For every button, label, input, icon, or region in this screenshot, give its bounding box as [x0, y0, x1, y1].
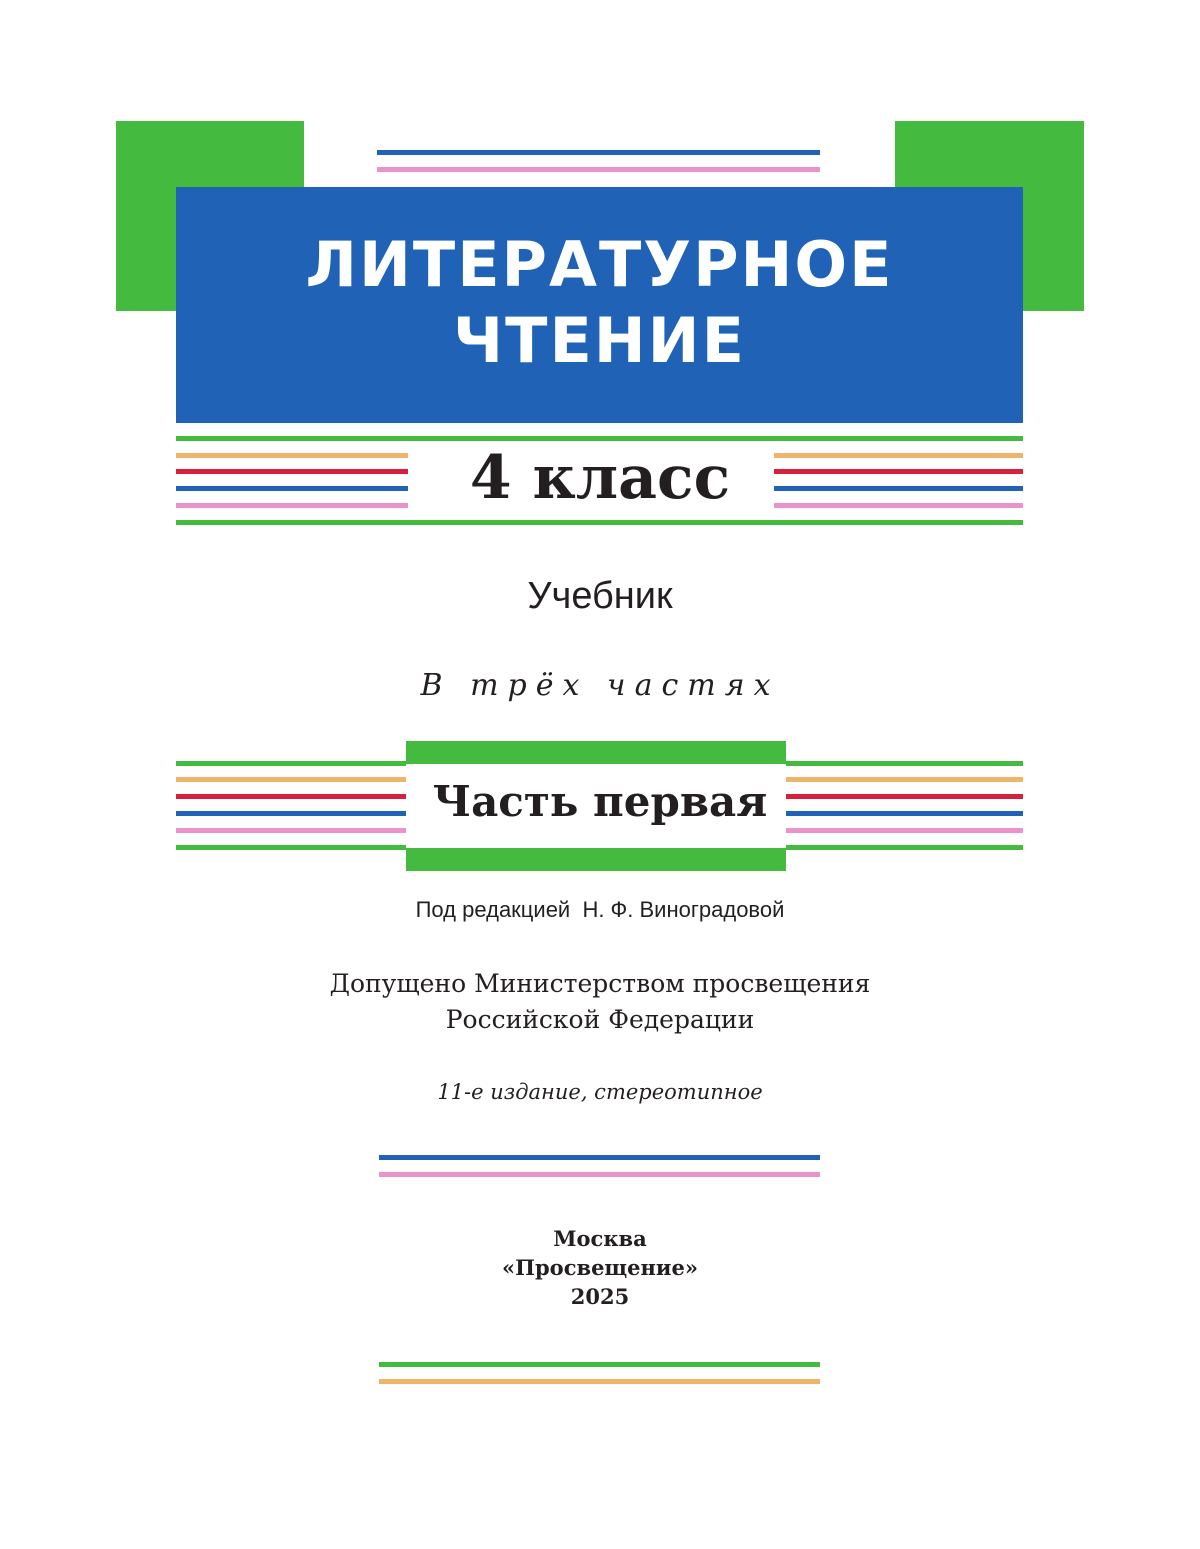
parts-note: В трёх частях	[420, 668, 780, 703]
bottom-stripe-orange	[379, 1379, 820, 1384]
part-bar-bottom	[406, 848, 786, 871]
imprint-city: Москва	[553, 1226, 647, 1251]
imprint-publisher: «Просвещение»	[502, 1255, 698, 1280]
edition-line: 11-е издание, стереотипное	[437, 1080, 763, 1104]
title-line-1: ЛИТЕРАТУРНОЕ	[305, 228, 894, 301]
top-stripe-blue	[377, 150, 820, 155]
title-banner	[176, 187, 1023, 423]
title-line-2: ЧТЕНИЕ	[453, 304, 746, 377]
approval-line-1: Допущено Министерством просвещения	[329, 969, 871, 998]
part-stripe-green-right	[786, 761, 1023, 766]
mid-stripe-pink	[379, 1172, 820, 1177]
part-label: Часть первая	[432, 777, 768, 826]
part-stripe-green-right-bottom	[786, 845, 1023, 850]
editor-line: Под редакцией Н. Ф. Виноградовой	[415, 897, 785, 922]
grade-stripe-green-bottom	[176, 520, 1023, 525]
book-type: Учебник	[527, 575, 673, 617]
grade-label: 4 класс	[469, 443, 731, 513]
approval-line-2: Российской Федерации	[445, 1005, 755, 1034]
grade-stripe-green-top	[176, 436, 1023, 441]
part-stripe-pink-left	[176, 828, 406, 833]
top-stripe-pink	[377, 167, 820, 172]
mid-stripe-blue	[379, 1155, 820, 1160]
part-stripe-green-left	[176, 761, 406, 766]
bottom-stripe-green	[379, 1362, 820, 1367]
part-stripe-green-left-bottom	[176, 845, 406, 850]
part-stripe-pink-right	[786, 828, 1023, 833]
part-bar-top	[406, 741, 786, 764]
imprint-year: 2025	[570, 1284, 630, 1309]
